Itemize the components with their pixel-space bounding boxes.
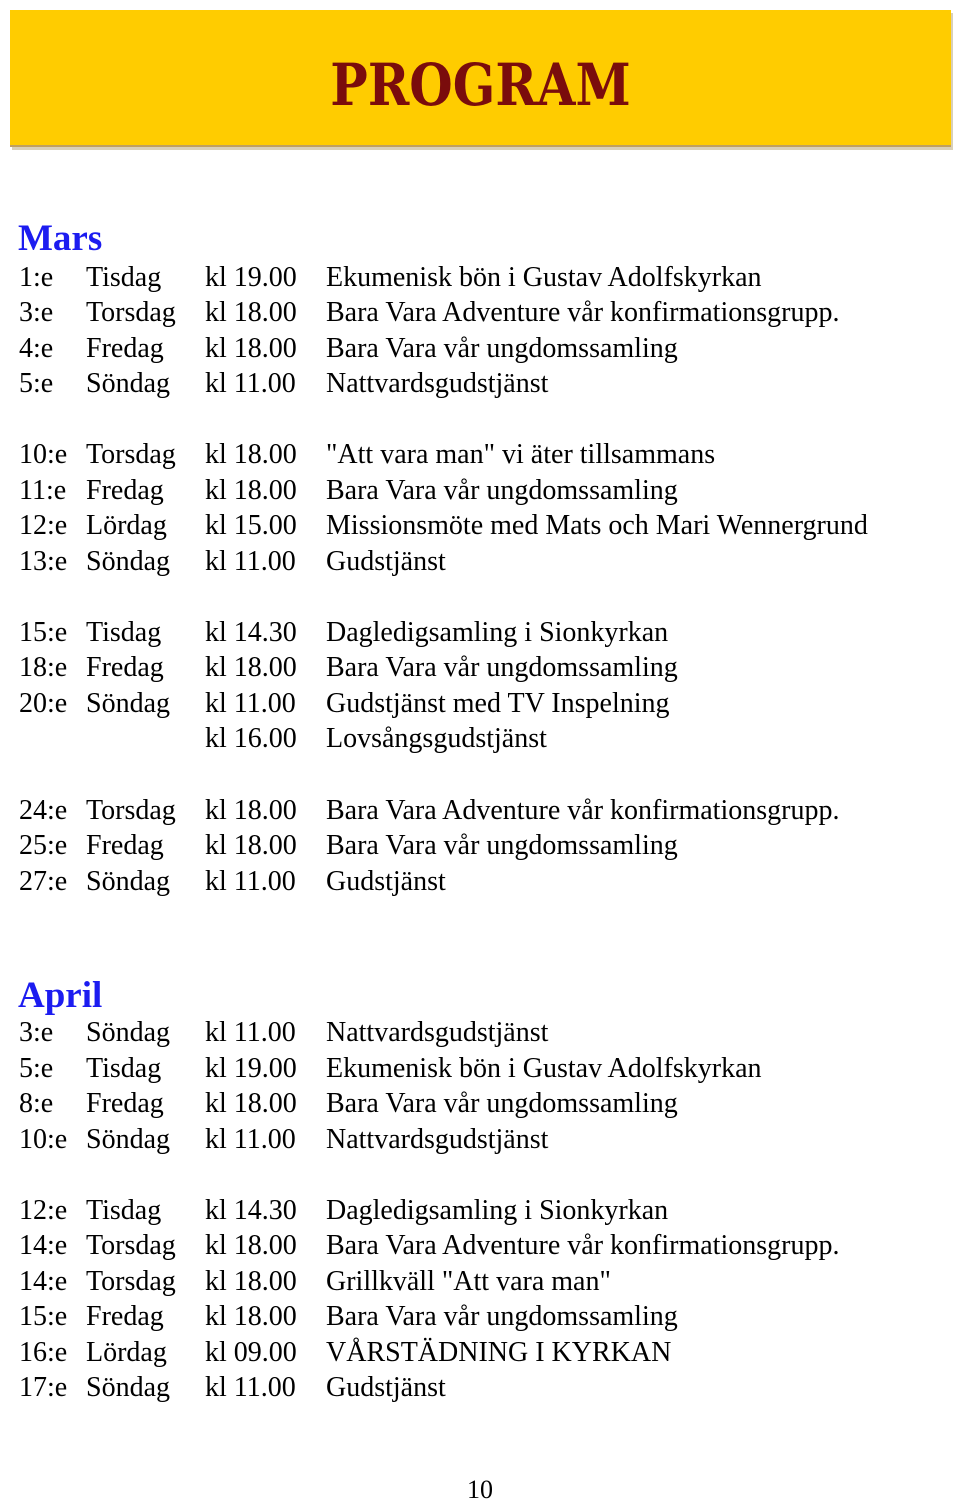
schedule-day: Söndag [86, 1124, 170, 1155]
schedule-day: Tisdag [86, 1195, 162, 1226]
schedule-day: Lördag [86, 510, 167, 541]
schedule-event: Nattvardsgudstjänst [326, 1017, 549, 1048]
schedule-day: Tisdag [86, 262, 162, 293]
schedule-time: kl 11.00 [205, 1017, 296, 1048]
schedule-day: Fredag [86, 1088, 164, 1119]
page-title: PROGRAM [330, 51, 631, 119]
schedule-time: kl 09.00 [205, 1337, 297, 1368]
schedule-event: Nattvardsgudstjänst [326, 368, 549, 399]
schedule-day: Söndag [86, 1017, 170, 1048]
schedule-time: kl 14.30 [205, 1195, 297, 1226]
schedule-time: kl 19.00 [205, 1053, 297, 1084]
schedule-event: Grillkväll "Att vara man" [326, 1266, 611, 1297]
schedule-event: Bara Vara Adventure vår konfirmationsgrupp. [326, 795, 840, 826]
schedule-day: Fredag [86, 333, 164, 364]
schedule-time: kl 14.30 [205, 617, 297, 648]
schedule-day: Tisdag [86, 1053, 162, 1084]
schedule-date: 15:e [19, 1301, 68, 1332]
schedule-event: Gudstjänst med TV Inspelning [326, 688, 670, 719]
schedule-day: Fredag [86, 475, 164, 506]
schedule-date: 20:e [19, 688, 68, 719]
schedule-event: VÅRSTÄDNING I KYRKAN [326, 1337, 672, 1368]
schedule-date: 25:e [19, 830, 68, 861]
schedule-day: Lördag [86, 1337, 167, 1368]
schedule-event: Ekumenisk bön i Gustav Adolfskyrkan [326, 262, 762, 293]
schedule-date: 10:e [19, 439, 68, 470]
schedule-time: kl 18.00 [205, 1301, 297, 1332]
schedule-day: Fredag [86, 830, 164, 861]
schedule-time: kl 16.00 [205, 723, 297, 754]
schedule-time: kl 11.00 [205, 368, 296, 399]
schedule-event: Gudstjänst [326, 546, 446, 577]
schedule-event: Bara Vara vår ungdomssamling [326, 1301, 678, 1332]
schedule-time: kl 15.00 [205, 510, 297, 541]
schedule-time: kl 11.00 [205, 1124, 296, 1155]
schedule-event: Bara Vara vår ungdomssamling [326, 333, 678, 364]
schedule-date: 14:e [19, 1230, 68, 1261]
schedule-day: Torsdag [86, 1230, 176, 1261]
schedule-day: Söndag [86, 866, 170, 897]
schedule-date: 5:e [19, 1053, 54, 1084]
schedule-time: kl 19.00 [205, 262, 297, 293]
schedule-date: 1:e [19, 262, 54, 293]
schedule-time: kl 11.00 [205, 688, 296, 719]
schedule-day: Söndag [86, 688, 170, 719]
schedule-date: 8:e [19, 1088, 54, 1119]
schedule-event: Dagledigsamling i Sionkyrkan [326, 1195, 669, 1226]
schedule-date: 27:e [19, 866, 68, 897]
schedule-time: kl 11.00 [205, 546, 296, 577]
schedule-date: 18:e [19, 652, 68, 683]
schedule-time: kl 18.00 [205, 333, 297, 364]
schedule-day: Torsdag [86, 439, 176, 470]
schedule-event: Dagledigsamling i Sionkyrkan [326, 617, 669, 648]
schedule-time: kl 18.00 [205, 830, 297, 861]
month-heading-april: April [18, 975, 103, 1016]
schedule-time: kl 18.00 [205, 1266, 297, 1297]
schedule-date: 11:e [19, 475, 67, 506]
schedule-date: 14:e [19, 1266, 68, 1297]
schedule-event: Gudstjänst [326, 866, 446, 897]
schedule-time: kl 18.00 [205, 1088, 297, 1119]
schedule-event: Missionsmöte med Mats och Mari Wennergrund [326, 510, 868, 541]
schedule-event: Bara Vara Adventure vår konfirmationsgrupp. [326, 1230, 840, 1261]
schedule-date: 12:e [19, 510, 68, 541]
schedule-date: 16:e [19, 1337, 68, 1368]
schedule-day: Fredag [86, 1301, 164, 1332]
schedule-time: kl 18.00 [205, 297, 297, 328]
schedule-day: Torsdag [86, 795, 176, 826]
schedule-day: Söndag [86, 546, 170, 577]
schedule-day: Torsdag [86, 297, 176, 328]
schedule-event: Bara Vara vår ungdomssamling [326, 1088, 678, 1119]
schedule-time: kl 11.00 [205, 1372, 296, 1403]
schedule-event: Bara Vara Adventure vår konfirmationsgrupp. [326, 297, 840, 328]
schedule-date: 24:e [19, 795, 68, 826]
title-banner [10, 10, 951, 147]
schedule-time: kl 18.00 [205, 1230, 297, 1261]
schedule-date: 12:e [19, 1195, 68, 1226]
schedule-date: 10:e [19, 1124, 68, 1155]
page-number: 10 [467, 1475, 493, 1504]
schedule-date: 5:e [19, 368, 54, 399]
schedule-date: 4:e [19, 333, 54, 364]
schedule-date: 17:e [19, 1372, 68, 1403]
schedule-date: 13:e [19, 546, 68, 577]
schedule-day: Tisdag [86, 617, 162, 648]
schedule-event: Bara Vara vår ungdomssamling [326, 475, 678, 506]
schedule-event: Bara Vara vår ungdomssamling [326, 830, 678, 861]
schedule-day: Söndag [86, 368, 170, 399]
schedule-event: Ekumenisk bön i Gustav Adolfskyrkan [326, 1053, 762, 1084]
schedule-time: kl 18.00 [205, 652, 297, 683]
schedule-date: 15:e [19, 617, 68, 648]
schedule-day: Torsdag [86, 1266, 176, 1297]
month-heading-mars: Mars [18, 218, 103, 259]
schedule-event: Bara Vara vår ungdomssamling [326, 652, 678, 683]
schedule-time: kl 18.00 [205, 795, 297, 826]
schedule-event: Lovsångsgudstjänst [326, 723, 547, 754]
schedule-time: kl 18.00 [205, 439, 297, 470]
schedule-date: 3:e [19, 297, 54, 328]
schedule-event: Nattvardsgudstjänst [326, 1124, 549, 1155]
schedule-day: Söndag [86, 1372, 170, 1403]
schedule-date: 3:e [19, 1017, 54, 1048]
schedule-time: kl 18.00 [205, 475, 297, 506]
schedule-day: Fredag [86, 652, 164, 683]
schedule-time: kl 11.00 [205, 866, 296, 897]
schedule-event: Gudstjänst [326, 1372, 446, 1403]
schedule-event: "Att vara man" vi äter tillsammans [326, 439, 716, 470]
